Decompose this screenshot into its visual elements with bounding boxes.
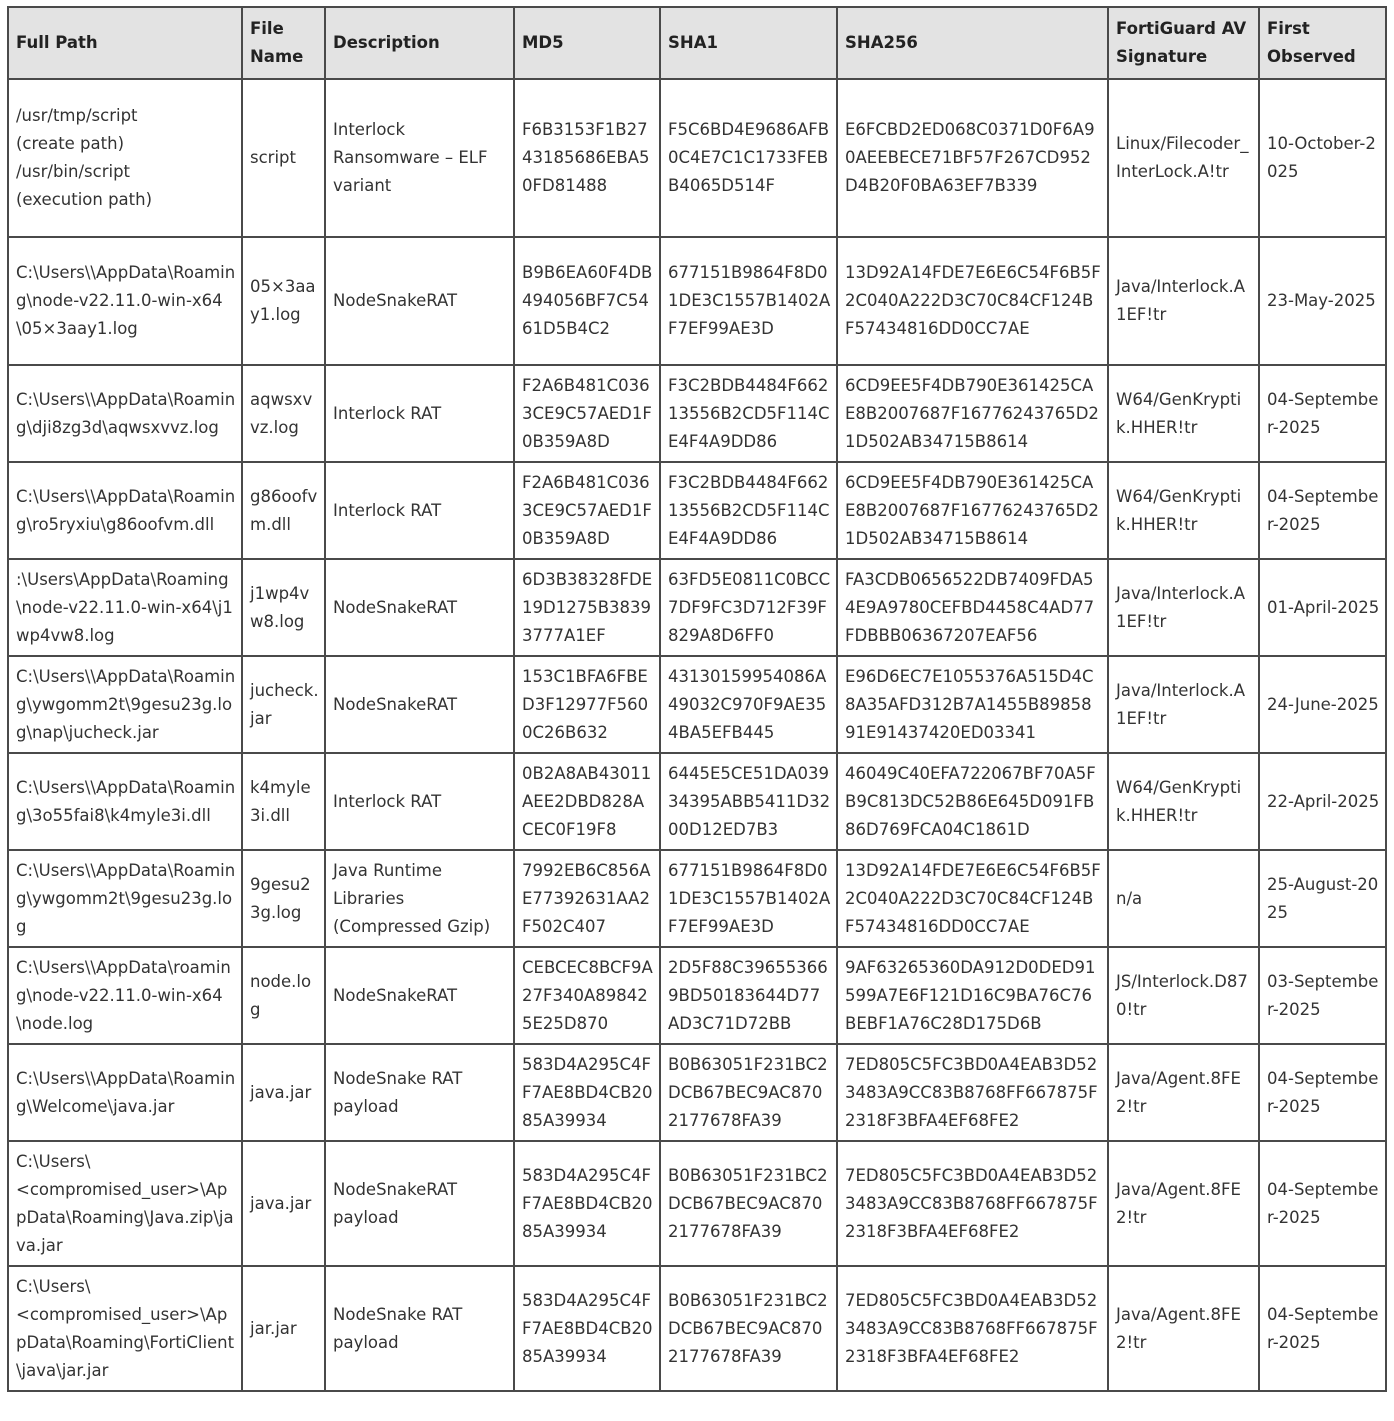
cell-file-name: java.jar [242,1141,325,1266]
cell-sha1: F3C2BDB4484F66213556B2CD5F114CE4F4A9DD86 [660,462,837,559]
cell-sha1: F3C2BDB4484F66213556B2CD5F114CE4F4A9DD86 [660,365,837,462]
cell-md5: 583D4A295C4FF7AE8BD4CB2085A39934 [514,1141,660,1266]
cell-first-observed: 10-October-2025 [1259,79,1386,237]
cell-signature: Java/Interlock.A1EF!tr [1108,656,1259,753]
cell-description: NodeSnakeRAT [325,656,514,753]
cell-first-observed: 23-May-2025 [1259,237,1386,365]
header-description: Description [325,7,514,79]
cell-first-observed: 04-September-2025 [1259,365,1386,462]
cell-md5: CEBCEC8BCF9A27F340A898425E25D870 [514,947,660,1044]
cell-file-name: k4myle3i.dll [242,753,325,850]
cell-signature: Linux/Filecoder_InterLock.A!tr [1108,79,1259,237]
cell-file-name: aqwsxvvz.log [242,365,325,462]
header-sha256: SHA256 [837,7,1108,79]
table-row [8,656,1386,753]
cell-first-observed: 01-April-2025 [1259,559,1386,656]
header-sha1: SHA1 [660,7,837,79]
cell-signature: Java/Agent.8FE2!tr [1108,1266,1259,1391]
table-row [8,947,1386,1044]
header-signature: FortiGuard AV Signature [1108,7,1259,79]
cell-signature: Java/Agent.8FE2!tr [1108,1141,1259,1266]
table-row [8,559,1386,656]
cell-file-name: script [242,79,325,237]
cell-md5: 7992EB6C856AE77392631AA2F502C407 [514,850,660,947]
cell-description: Interlock Ransomware – ELF variant [325,79,514,237]
cell-md5: 0B2A8AB43011AEE2DBD828ACEC0F19F8 [514,753,660,850]
cell-signature: Java/Interlock.A1EF!tr [1108,237,1259,365]
cell-description: Interlock RAT [325,365,514,462]
cell-description: NodeSnakeRAT [325,237,514,365]
cell-first-observed: 04-September-2025 [1259,1044,1386,1141]
cell-sha256: E96D6EC7E1055376A515D4C8A35AFD312B7A1455B8985891E91437420ED03341 [837,656,1108,753]
cell-signature: W64/GenKryptik.HHER!tr [1108,365,1259,462]
cell-file-name: jucheck.jar [242,656,325,753]
cell-signature: Java/Agent.8FE2!tr [1108,1044,1259,1141]
cell-sha1: 63FD5E0811C0BCC7DF9FC3D712F39F829A8D6FF0 [660,559,837,656]
cell-sha256: 7ED805C5FC3BD0A4EAB3D523483A9CC83B8768FF667875F2318F3BFA4EF68FE2 [837,1044,1108,1141]
cell-first-observed: 25-August-2025 [1259,850,1386,947]
cell-sha256: FA3CDB0656522DB7409FDA54E9A9780CEFBD4458C4AD77FDBBB06367207EAF56 [837,559,1108,656]
cell-sha1: 2D5F88C396553669BD50183644D77AD3C71D72BB [660,947,837,1044]
cell-md5: F6B3153F1B2743185686EBA50FD81488 [514,79,660,237]
cell-sha256: 13D92A14FDE7E6E6C54F6B5F2C040A222D3C70C84CF124BF57434816DD0CC7AE [837,850,1108,947]
cell-sha256: 6CD9EE5F4DB790E361425CAE8B2007687F16776243765D21D502AB34715B8614 [837,365,1108,462]
cell-sha256: E6FCBD2ED068C0371D0F6A90AEEBECE71BF57F267CD952D4B20F0BA63EF7B339 [837,79,1108,237]
cell-full-path: /usr/tmp/script (create path) /usr/bin/script (execution path) [8,79,242,237]
cell-file-name: java.jar [242,1044,325,1141]
cell-full-path: C:\Users\\AppData\Roaming\ywgomm2t\9gesu23g.log [8,850,242,947]
cell-sha256: 9AF63265360DA912D0DED91599A7E6F121D16C9BA76C76BEBF1A76C28D175D6B [837,947,1108,1044]
header-full-path: Full Path [8,7,242,79]
cell-description: NodeSnakeRAT [325,559,514,656]
table-row [8,1141,1386,1266]
cell-full-path: C:\Users\\AppData\roaming\node-v22.11.0-win-x64\node.log [8,947,242,1044]
cell-first-observed: 22-April-2025 [1259,753,1386,850]
cell-sha256: 6CD9EE5F4DB790E361425CAE8B2007687F16776243765D21D502AB34715B8614 [837,462,1108,559]
cell-first-observed: 04-September-2025 [1259,1266,1386,1391]
cell-description: Interlock RAT [325,462,514,559]
table-row [8,79,1386,237]
cell-md5: 583D4A295C4FF7AE8BD4CB2085A39934 [514,1044,660,1141]
cell-sha1: 677151B9864F8D01DE3C1557B1402AF7EF99AE3D [660,850,837,947]
cell-description: NodeSnake RAT payload [325,1044,514,1141]
cell-first-observed: 24-June-2025 [1259,656,1386,753]
table-row [8,850,1386,947]
cell-description: Java Runtime Libraries (Compressed Gzip) [325,850,514,947]
cell-sha256: 46049C40EFA722067BF70A5FB9C813DC52B86E645D091FB86D769FCA04C1861D [837,753,1108,850]
cell-md5: B9B6EA60F4DB494056BF7C5461D5B4C2 [514,237,660,365]
cell-signature: n/a [1108,850,1259,947]
cell-description: NodeSnake RAT payload [325,1266,514,1391]
cell-full-path: C:\Users\\AppData\Roaming\3o55fai8\k4myle3i.dll [8,753,242,850]
ioc-table-container [7,6,1387,1392]
cell-sha1: B0B63051F231BC2DCB67BEC9AC8702177678FA39 [660,1141,837,1266]
cell-first-observed: 04-September-2025 [1259,1141,1386,1266]
cell-full-path: :\Users\AppData\Roaming\node-v22.11.0-win-x64\j1wp4vw8.log [8,559,242,656]
cell-md5: F2A6B481C0363CE9C57AED1F0B359A8D [514,365,660,462]
cell-sha256: 7ED805C5FC3BD0A4EAB3D523483A9CC83B8768FF667875F2318F3BFA4EF68FE2 [837,1141,1108,1266]
cell-first-observed: 04-September-2025 [1259,462,1386,559]
cell-md5: 6D3B38328FDE19D1275B38393777A1EF [514,559,660,656]
cell-sha1: F5C6BD4E9686AFB0C4E7C1C1733FEBB4065D514F [660,79,837,237]
table-row [8,1044,1386,1141]
cell-md5: 153C1BFA6FBED3F12977F5600C26B632 [514,656,660,753]
cell-first-observed: 03-September-2025 [1259,947,1386,1044]
cell-full-path: C:\Users\\AppData\Roaming\ywgomm2t\9gesu23g.log\nap\jucheck.jar [8,656,242,753]
cell-md5: F2A6B481C0363CE9C57AED1F0B359A8D [514,462,660,559]
cell-description: NodeSnakeRAT [325,947,514,1044]
cell-full-path: C:\Users\ <compromised_user>\AppData\Roaming\Java.zip\java.jar [8,1141,242,1266]
cell-file-name: node.log [242,947,325,1044]
cell-description: NodeSnakeRAT payload [325,1141,514,1266]
ioc-table [7,6,1387,1392]
cell-full-path: C:\Users\\AppData\Roaming\dji8zg3d\aqwsxvvz.log [8,365,242,462]
cell-full-path: C:\Users\\AppData\Roaming\Welcome\java.jar [8,1044,242,1141]
header-file-name: File Name [242,7,325,79]
cell-signature: Java/Interlock.A1EF!tr [1108,559,1259,656]
table-row [8,1266,1386,1391]
header-first-observed: First Observed [1259,7,1386,79]
cell-file-name: jar.jar [242,1266,325,1391]
table-row [8,462,1386,559]
cell-full-path: C:\Users\ <compromised_user>\AppData\Roaming\FortiClient\java\jar.jar [8,1266,242,1391]
table-row [8,237,1386,365]
cell-file-name: 9gesu23g.log [242,850,325,947]
cell-file-name: 05×3aay1.log [242,237,325,365]
cell-full-path: C:\Users\\AppData\Roaming\node-v22.11.0-win-x64\05×3aay1.log [8,237,242,365]
cell-sha256: 7ED805C5FC3BD0A4EAB3D523483A9CC83B8768FF667875F2318F3BFA4EF68FE2 [837,1266,1108,1391]
cell-sha256: 13D92A14FDE7E6E6C54F6B5F2C040A222D3C70C84CF124BF57434816DD0CC7AE [837,237,1108,365]
cell-sha1: 677151B9864F8D01DE3C1557B1402AF7EF99AE3D [660,237,837,365]
cell-signature: JS/Interlock.D870!tr [1108,947,1259,1044]
cell-signature: W64/GenKryptik.HHER!tr [1108,462,1259,559]
table-row [8,753,1386,850]
cell-file-name: j1wp4vw8.log [242,559,325,656]
cell-description: Interlock RAT [325,753,514,850]
cell-full-path: C:\Users\\AppData\Roaming\ro5ryxiu\g86oofvm.dll [8,462,242,559]
cell-sha1: B0B63051F231BC2DCB67BEC9AC8702177678FA39 [660,1044,837,1141]
table-row [8,365,1386,462]
cell-file-name: g86oofvm.dll [242,462,325,559]
cell-sha1: 43130159954086A49032C970F9AE354BA5EFB445 [660,656,837,753]
table-header-row [8,7,1386,79]
cell-signature: W64/GenKryptik.HHER!tr [1108,753,1259,850]
header-md5: MD5 [514,7,660,79]
cell-sha1: 6445E5CE51DA03934395ABB5411D3200D12ED7B3 [660,753,837,850]
cell-sha1: B0B63051F231BC2DCB67BEC9AC8702177678FA39 [660,1266,837,1391]
cell-md5: 583D4A295C4FF7AE8BD4CB2085A39934 [514,1266,660,1391]
